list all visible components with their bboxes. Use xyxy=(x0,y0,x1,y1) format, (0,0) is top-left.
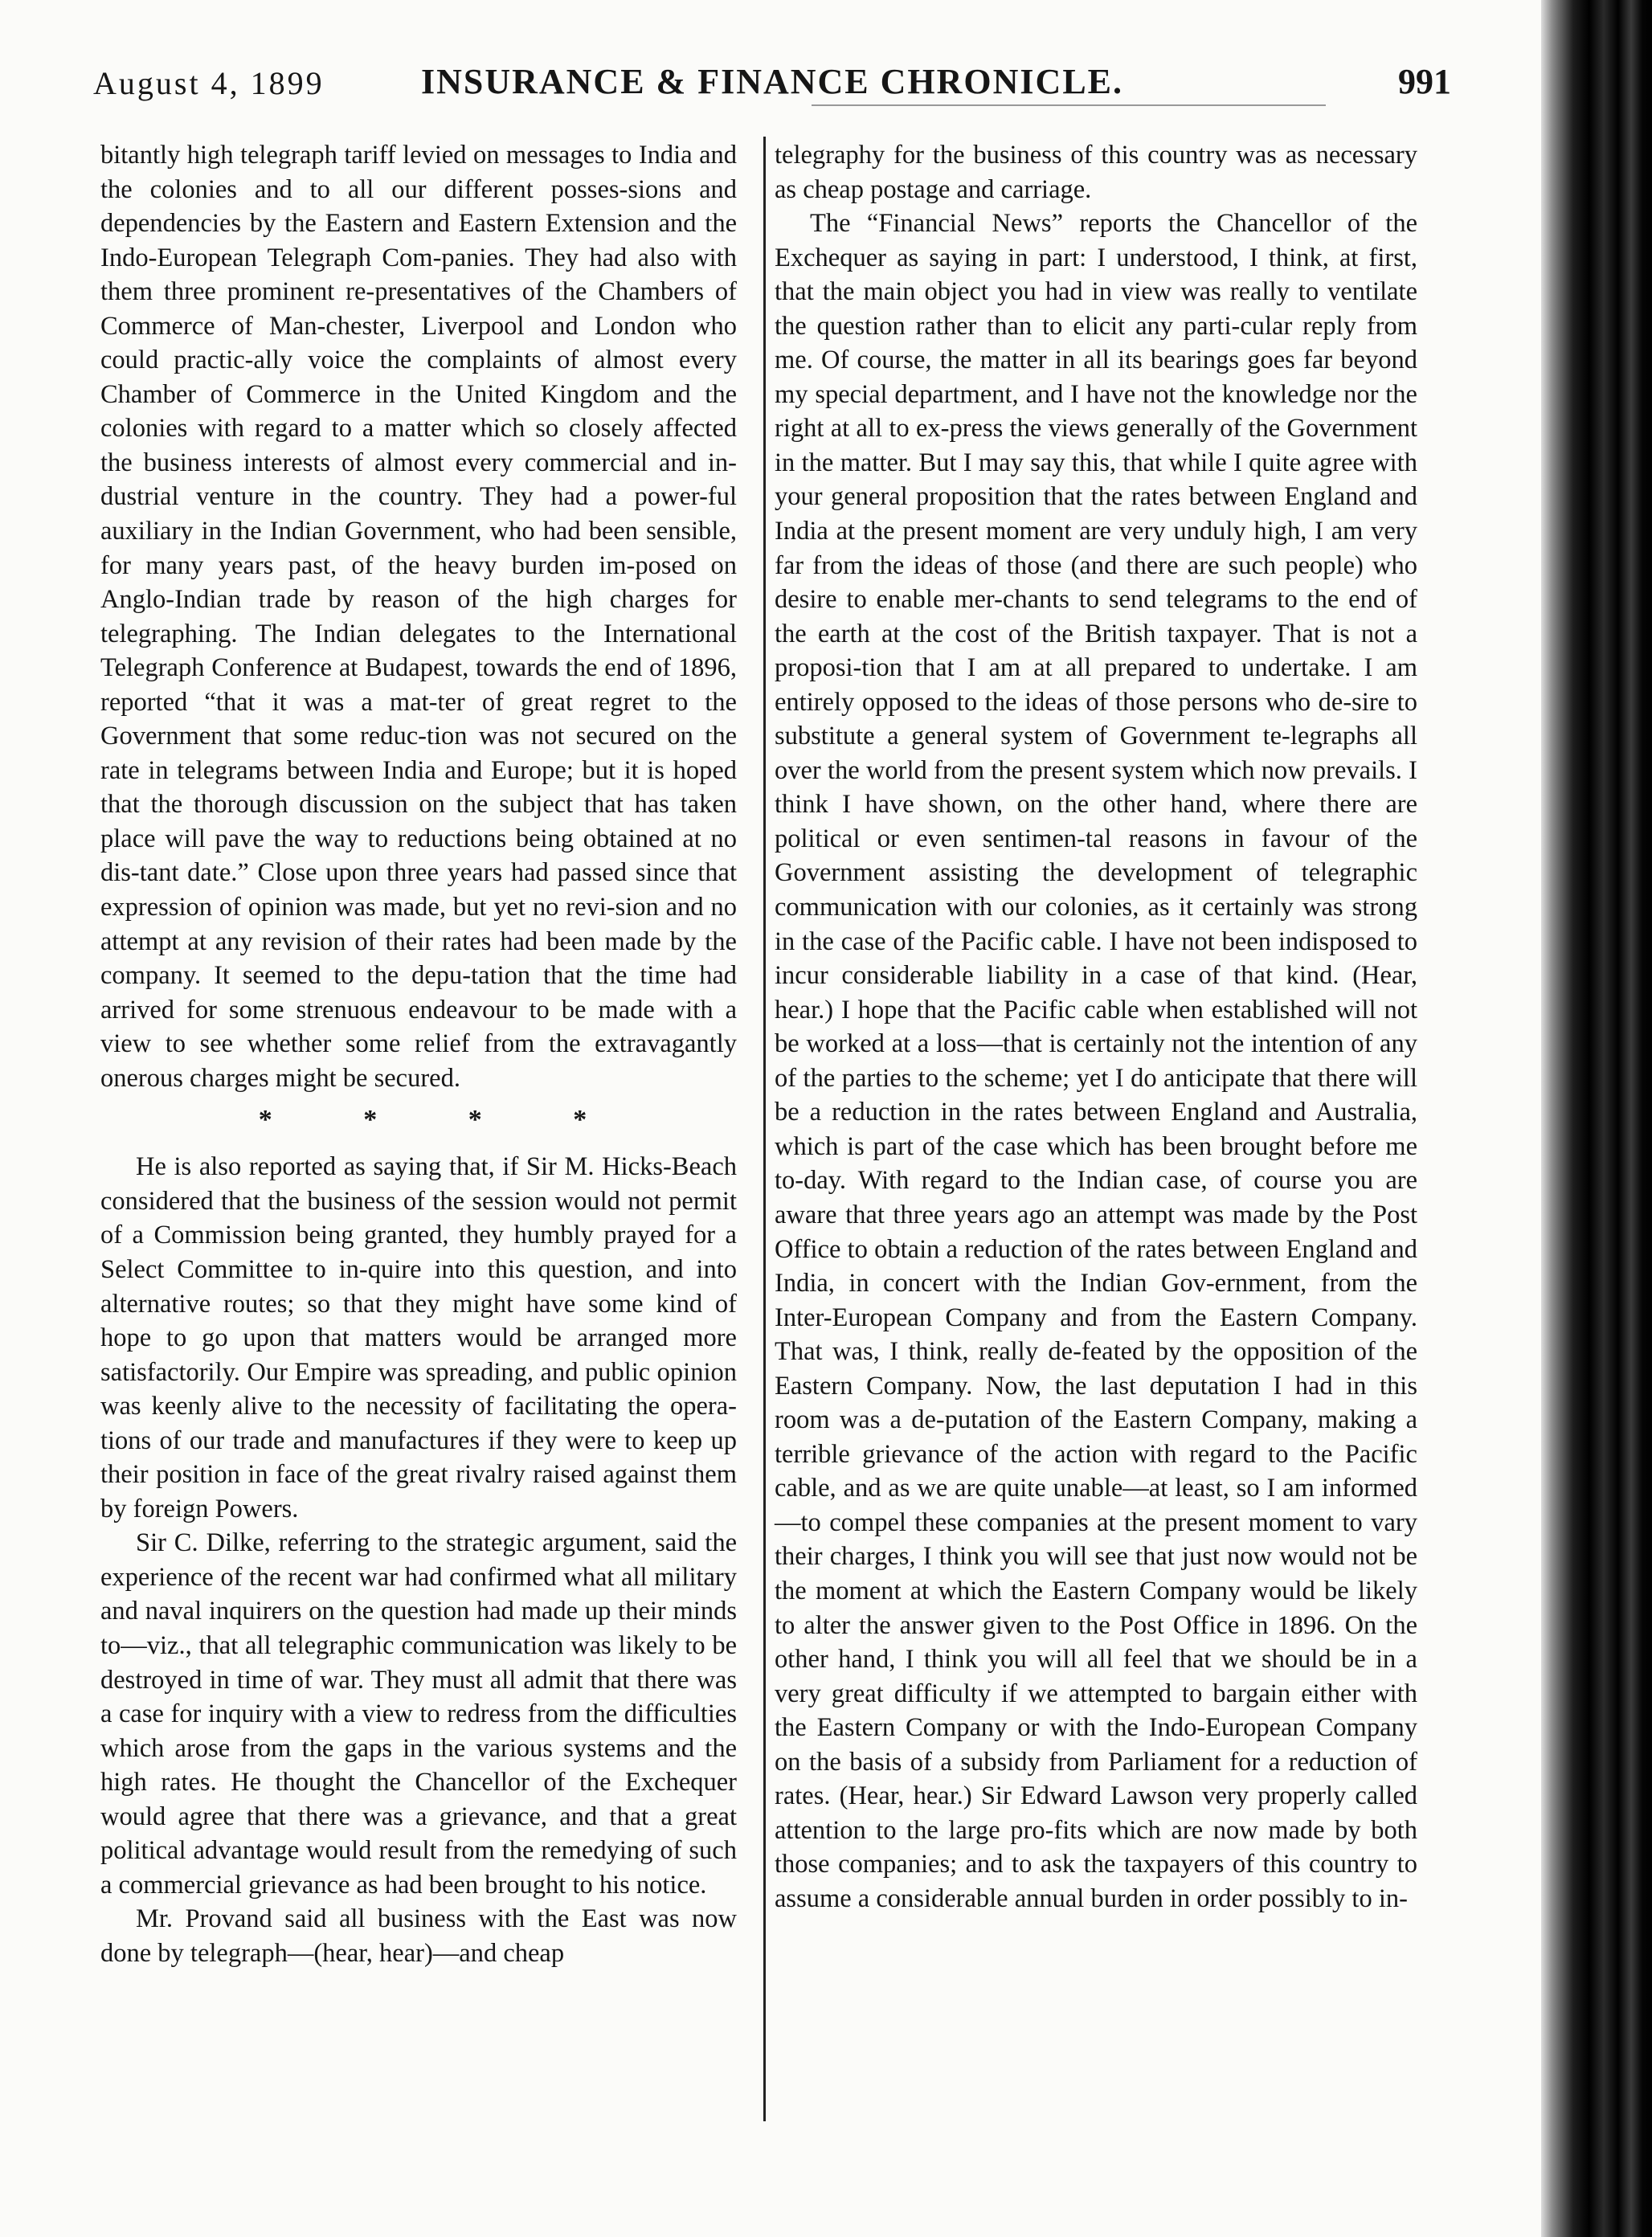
article-paragraph: Sir C. Dilke, referring to the strategic argument, said the experience of the recent war had confirmed what all military and naval inquirers on the question had made up their minds to—viz., that all telegraphic communication was likely to be destroyed in time of war. They must all admit that there was a case for inquiry with a view to redress from the difficulties which arose from the gaps in the various systems and the high rates. He thought the Chancellor of the Exchequer would agree that there was a grievance, and that a great political advantage would result from the remedying of such a commercial grievance as had been brought to his notice. xyxy=(100,1528,737,1900)
section-break xyxy=(100,1103,737,1137)
article-paragraph: telegraphy for the business of this country was as necessary as cheap postage and carriage. xyxy=(775,141,1417,204)
column-divider xyxy=(763,137,766,2121)
star-ornament: * xyxy=(573,1105,587,1135)
star-ornament: * xyxy=(258,1105,272,1135)
book-spine-shadow xyxy=(1541,0,1652,2237)
article-paragraph: Mr. Provand said all business with the East was now done by telegraph—(hear, hear)—and cheap xyxy=(100,1904,737,1968)
article-paragraph: bitantly high telegraph tariff levied on messages to India and the colonies and to all our different posses-sions and dependencies by the Eastern and Eastern Extension and the Indo-European Telegraph Com-panies. They had also with them three prominent re-presentatives of the Chambers of Commerce of Man-chester, Liverpool and London who could practic-ally voice the complaints of almost every Chamber of Commerce in the United Kingdom and the colonies with regard to a matter which so closely affected the business interests of almost every commercial and in-dustrial venture in the country. They had a power-ful auxiliary in the Indian Government, who had been sensible, for many years past, of the heavy burden im-posed on Anglo-Indian trade by reason of the high charges for telegraphing. The Indian delegates to the International Telegraph Conference at Budapest, towards the end of 1896, reported “that it was a mat-ter of great regret to the Government that some reduc-tion was not secured on the rate in telegrams between India and Europe; but it is hoped that the thorough discussion on the subject that has taken place will pave the way to reductions being obtained at no dis-tant date.” Close upon three years had passed since that expression of opinion was made, but yet no revi-sion and no attempt at any revision of their rates had been made by the company. It seemed to the depu-tation that the time had arrived for some strenuous endeavour to be made with a view to see whether some relief from the extravagantly onerous charges might be secured. xyxy=(100,141,737,1093)
right-column xyxy=(775,138,1417,1916)
left-column xyxy=(100,138,737,1970)
article-paragraph: The “Financial News” reports the Chancellor of the Exchequer as saying in part: I understood, I think, at first, that the main object you had in view was really to ventilate the question rather than to elicit any parti-cular reply from me. Of course, the matter in all its bearings goes far beyond my special department, and I have not the knowledge nor the right at all to ex-press the views generally of the Government in the matter. But I may say this, that while I quite agree with your general proposition that the rates between England and India at the present moment are very unduly high, I am very far from the ideas of those (and there are such people) who desire to enable mer-chants to send telegrams to the end of the earth at the cost of the British taxpayer. That is not a proposi-tion that I am at all prepared to undertake. I am entirely opposed to the ideas of those persons who de-sire to substitute a general system of Government te-legraphs all over the world from the present system which now prevails. I think I have shown, on the other hand, where there are political or even sentimen-tal reasons in favour of the Government assisting the development of telegraphic communication with our colonies, as it certainly was strong in the case of the Pacific cable. I have not been indisposed to incur considerable liability in a case of that kind. (Hear, hear.) I hope that the Pacific cable when established will not be worked at a loss—that is certainly not the intention of any of the parties to the scheme; yet I do anticipate that there will be a reduction in the rates between England and Australia, which is part of the case which has been brought before me to-day. With regard to the Indian case, of course you are aware that three years ago an attempt was made by the Post Office to obtain a reduction of the rates between England and India, in concert with the Indian Gov-ernment, from the Inter-European Company and from the Eastern Company. That was, I think, really de-feated by the opposition of the Eastern Company. Now, the last deputation I had in this room was a de-putation of the Eastern Company, making a terrible grievance of the action with regard to the Pacific cable, and as we are quite unable—at least, so I am informed—to compel these companies at the present moment to vary their charges, I think you will see that just now would not be the moment at which the Eastern Company would be likely to alter the answer given to the Post Office in 1896. On the other hand, I think you will all feel that we should be in a very great difficulty if we attempted to bargain either with the Eastern Company or with the Indo-European Company on the basis of a subsidy from Parliament for a reduction of rates. (Hear, hear.) Sir Edward Lawson very properly called attention to the large pro-fits which are now made by both those companies; and to ask the taxpayers of this country to assume a considerable annual burden in order possibly to in- xyxy=(775,209,1417,1913)
star-ornament: * xyxy=(468,1105,482,1135)
publication-title: INSURANCE & FINANCE CHRONICLE. xyxy=(420,62,1124,101)
header-rule xyxy=(812,104,1326,106)
star-ornament: * xyxy=(363,1105,378,1135)
article-paragraph: He is also reported as saying that, if Sir M. Hicks-Beach considered that the business of the session would not permit of a Commission being granted, they humbly prayed for a Select Committee to in-quire into this question, and into alternative routes; so that they might have some kind of hope to go upon that matters would be arranged more satisfactorily. Our Empire was spreading, and public opinion was keenly alive to the necessity of facilitating the opera-tions of our trade and manufactures if they were to keep up their position in face of the great rivalry raised against them by foreign Powers. xyxy=(100,1152,737,1523)
issue-date: August 4, 1899 xyxy=(93,65,325,101)
page-number: 991 xyxy=(1398,62,1451,101)
